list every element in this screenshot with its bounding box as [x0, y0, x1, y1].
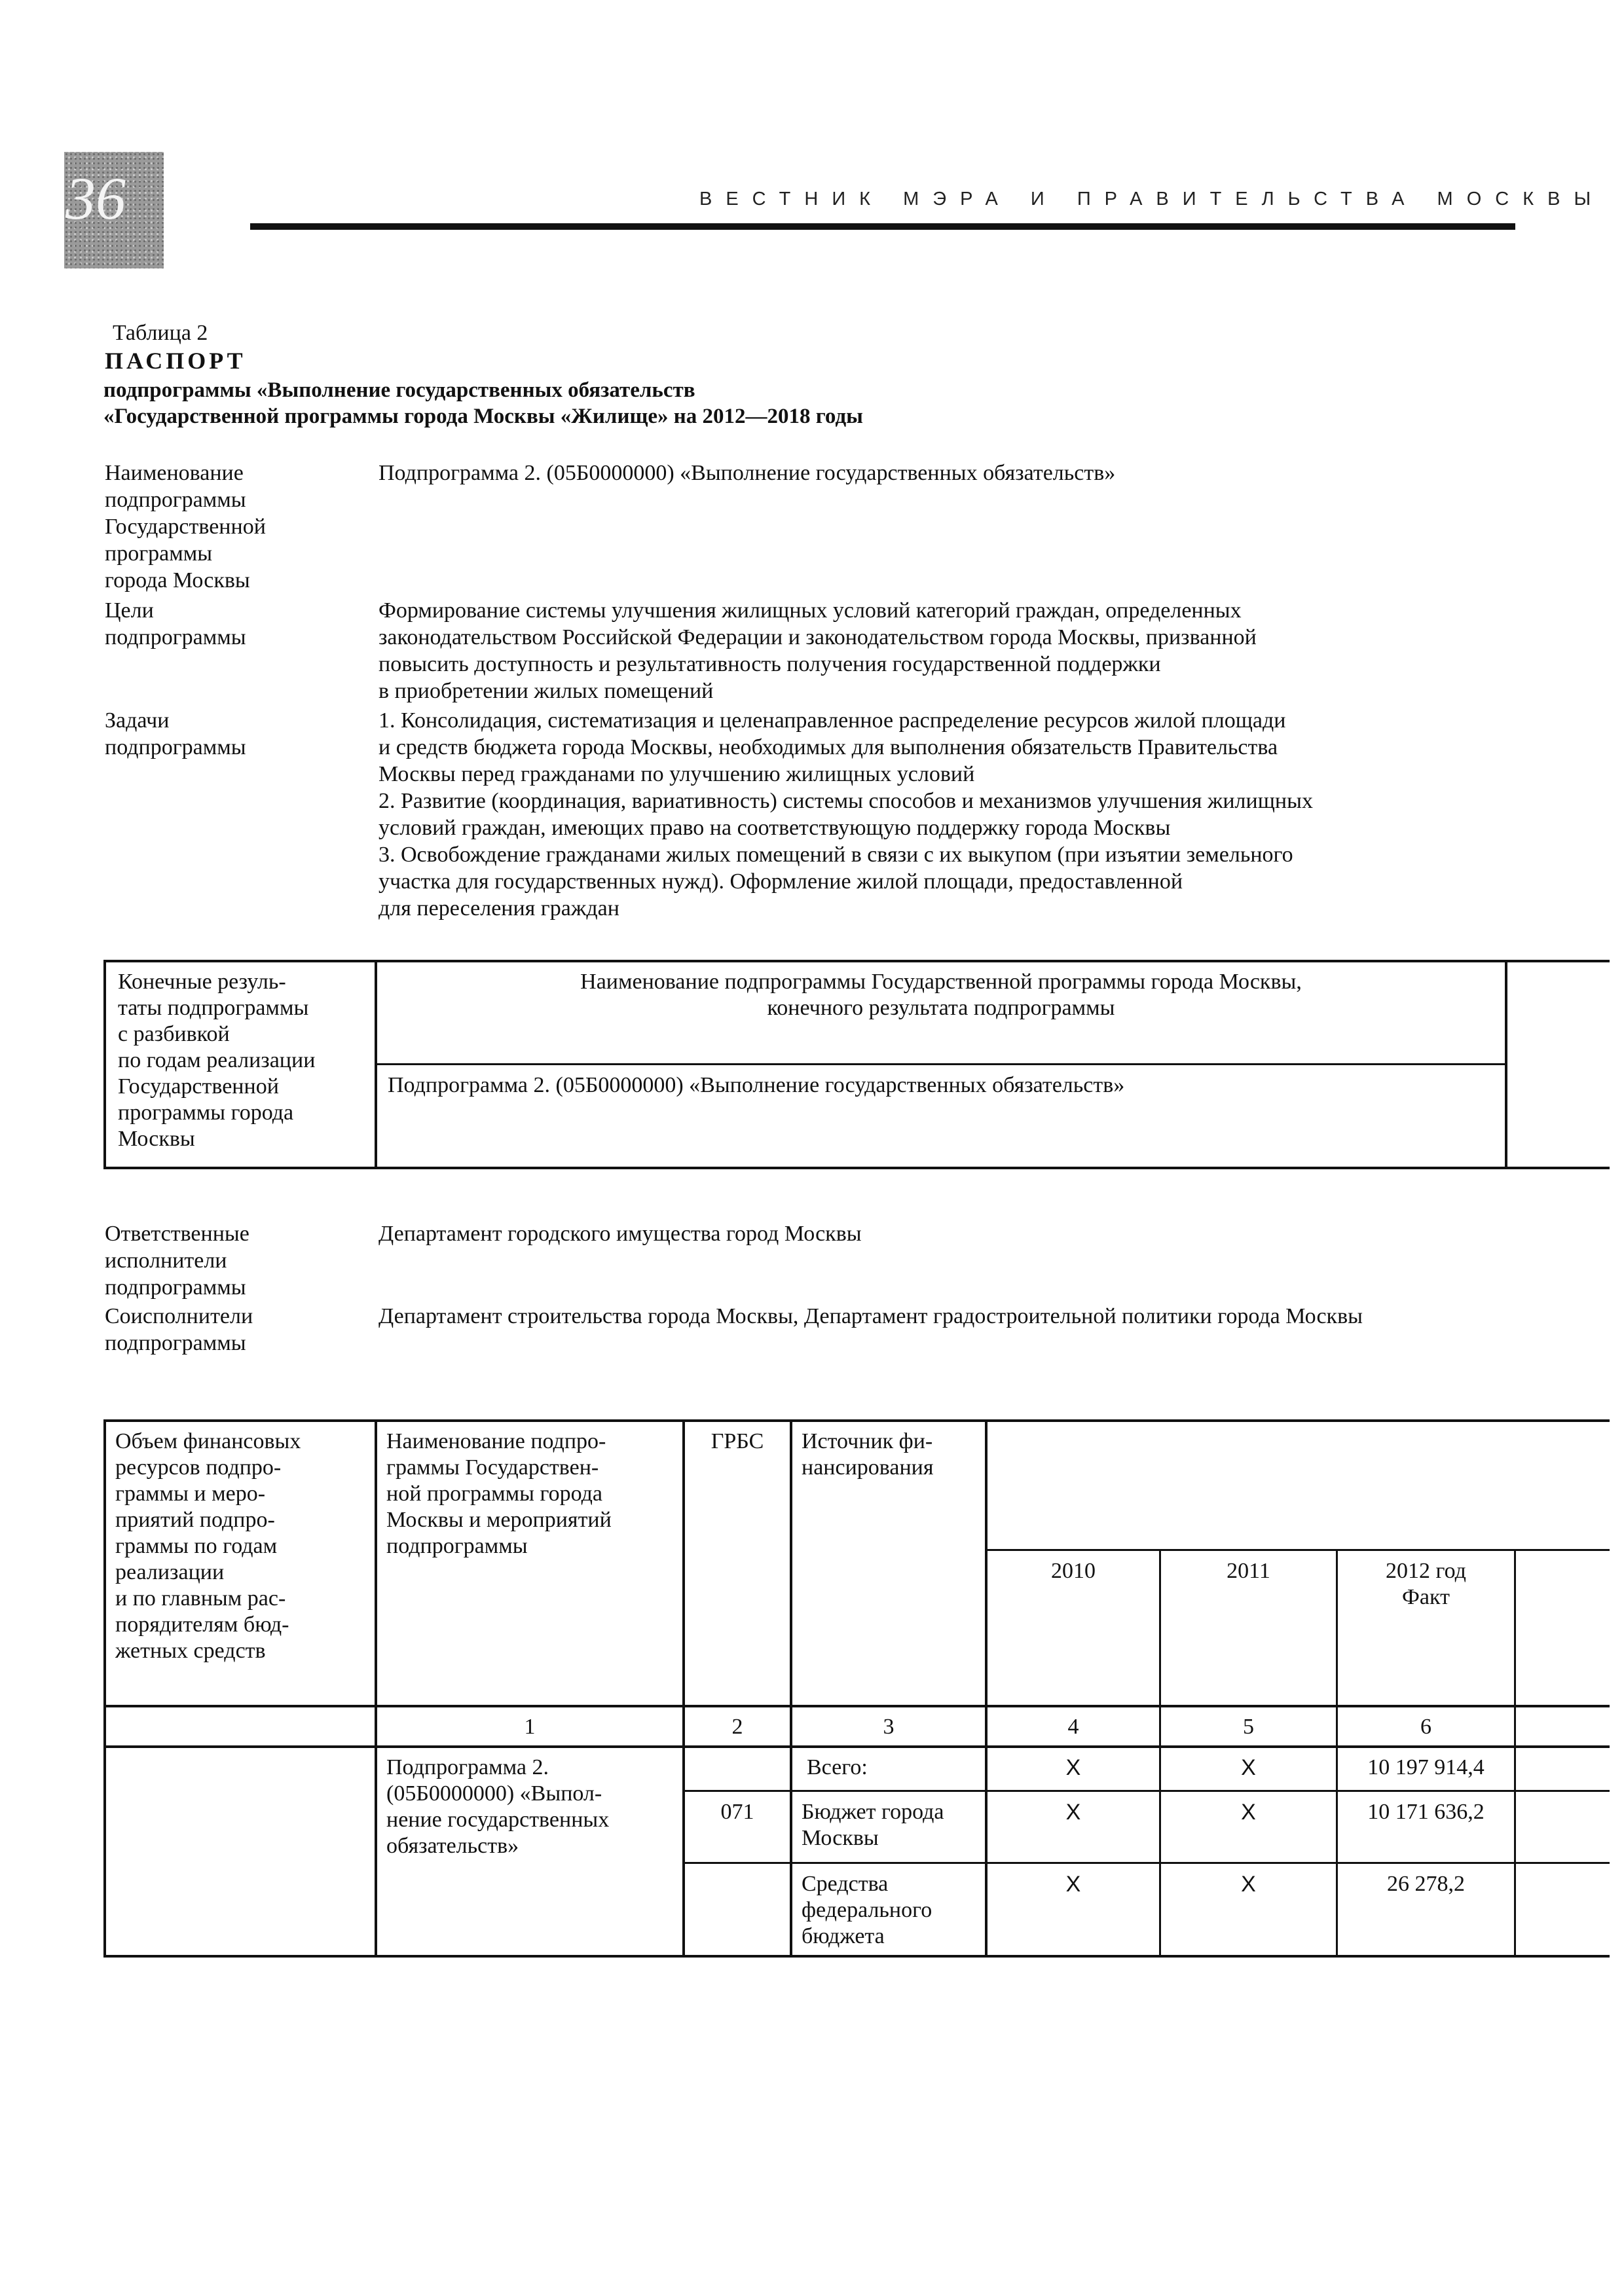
responsible-value: Департамент городского имущества город Москвы: [378, 1222, 862, 1246]
program-name-cell: Подпрограмма 2. (05Б0000000) «Выпол- нение государственных обязательств»: [386, 1755, 610, 1858]
page-number-badge: [64, 152, 164, 268]
finance-year-2012-header: 2012 год Факт: [1386, 1559, 1466, 1609]
col-number-2: 2: [731, 1715, 743, 1739]
goals-value: Формирование системы улучшения жилищных условий категорий граждан, определенных законодательством Российской Федерации и законодательством города Москвы, призванной повысить доступность и результативность получения государственной поддержки в приобретении жилых помещений: [378, 598, 1257, 703]
results-table-row-divider: [375, 1063, 1507, 1065]
row-total-2010: Х: [1065, 1755, 1081, 1780]
document-title: ПАСПОРТ: [105, 348, 246, 374]
document-subtitle-line-1: подпрограммы «Выполнение государственных обязательств: [103, 378, 695, 402]
name-label: Наименование подпрограммы Государственной программы города Москвы: [105, 461, 266, 592]
row-city-2010: Х: [1065, 1800, 1081, 1825]
row-city-grbs: 071: [720, 1800, 754, 1824]
col-number-5: 5: [1243, 1715, 1254, 1739]
tasks-label: Задачи подпрограммы: [105, 708, 246, 759]
col-number-3: 3: [883, 1715, 895, 1739]
finance-name-header: Наименование подпро- граммы Государствен- ной программы города Москвы и мероприятий подпрограммы: [386, 1429, 612, 1558]
journal-title: ВЕСТНИК МЭРА И ПРАВИТЕЛЬСТВА МОСКВЫ: [699, 189, 1605, 210]
row-federal-2011: Х: [1241, 1872, 1256, 1897]
page-number: 36: [65, 165, 126, 232]
results-row: Подпрограмма 2. (05Б0000000) «Выполнение государственных обязательств»: [388, 1073, 1125, 1097]
col-number-6: 6: [1420, 1715, 1431, 1739]
col-number-1: 1: [524, 1715, 536, 1739]
finance-source-header: Источник фи- нансирования: [802, 1429, 934, 1480]
finance-years-rule: [985, 1549, 1610, 1551]
finance-year-2011-header: 2011: [1227, 1559, 1270, 1583]
finance-numbers-rule: [103, 1745, 1610, 1748]
row-federal-2012: 26 278,2: [1387, 1872, 1465, 1896]
co-executors-label: Соисполнители подпрограммы: [105, 1304, 253, 1355]
finance-col-divider-2: [682, 1419, 685, 1958]
finance-year-2010-header: 2010: [1051, 1559, 1096, 1583]
finance-col-divider-7: [1514, 1549, 1516, 1958]
finance-volume-label: Объем финансовых ресурсов подпро- граммы и меро- приятий подпро- граммы по годам реализации и по главным рас- порядителям бюд- жетных средств: [115, 1429, 301, 1663]
goals-label: Цели подпрограммы: [105, 598, 246, 649]
finance-header-rule: [103, 1705, 1610, 1707]
results-label: Конечные резуль- таты подпрограммы с разбивкой по годам реализации Государственной программы города Москвы: [118, 970, 316, 1151]
responsible-label: Ответственные исполнители подпрограммы: [105, 1222, 249, 1300]
name-value: Подпрограмма 2. (05Б0000000) «Выполнение государственных обязательств»: [378, 461, 1116, 485]
table-label: Таблица 2: [113, 321, 208, 345]
co-executors-value: Департамент строительства города Москвы, Департамент градостроительной политики города Москвы: [378, 1304, 1363, 1328]
row-federal-source: Средства федерального бюджета: [802, 1872, 932, 1948]
finance-col-divider-1: [375, 1419, 377, 1958]
row-city-2011: Х: [1241, 1800, 1256, 1825]
row-total-2011: Х: [1241, 1755, 1256, 1780]
header-rule: [250, 223, 1515, 230]
finance-grbs-header: ГРБС: [710, 1429, 764, 1453]
row-city-2012: 10 171 636,2: [1367, 1800, 1485, 1824]
finance-row-rule-2: [682, 1862, 1610, 1864]
col-number-4: 4: [1067, 1715, 1079, 1739]
document-subtitle-line-2: «Государственной программы города Москвы «Жилище» на 2012—2018 годы: [103, 405, 863, 428]
row-federal-2010: Х: [1065, 1872, 1081, 1897]
row-total-source: Всего:: [807, 1755, 868, 1779]
row-city-source: Бюджет города Москвы: [802, 1800, 944, 1850]
row-total-2012: 10 197 914,4: [1367, 1755, 1485, 1779]
finance-col-divider-3: [790, 1419, 792, 1958]
tasks-value: 1. Консолидация, систематизация и целенаправленное распределение ресурсов жилой площади и средств бюджета города Москвы, необходимых для выполнения обязательств Правительства Москвы перед гражданами по улучшению жилищных условий 2. Развитие (координация, вариативность) системы способов и механизмов улучшения жилищных условий граждан, имеющих право на соответствующую поддержку города Москвы 3. Освобождение гражданами жилых помещений в связи с их выкупом (при изъятии земельного участка для государственных нужд). Оформление жилой площади, предоставленной для переселения граждан: [378, 708, 1313, 920]
finance-row-rule-1: [682, 1790, 1610, 1792]
results-header: Наименование подпрограммы Государственной программы города Москвы, конечного результата подпрограммы: [580, 970, 1302, 1020]
